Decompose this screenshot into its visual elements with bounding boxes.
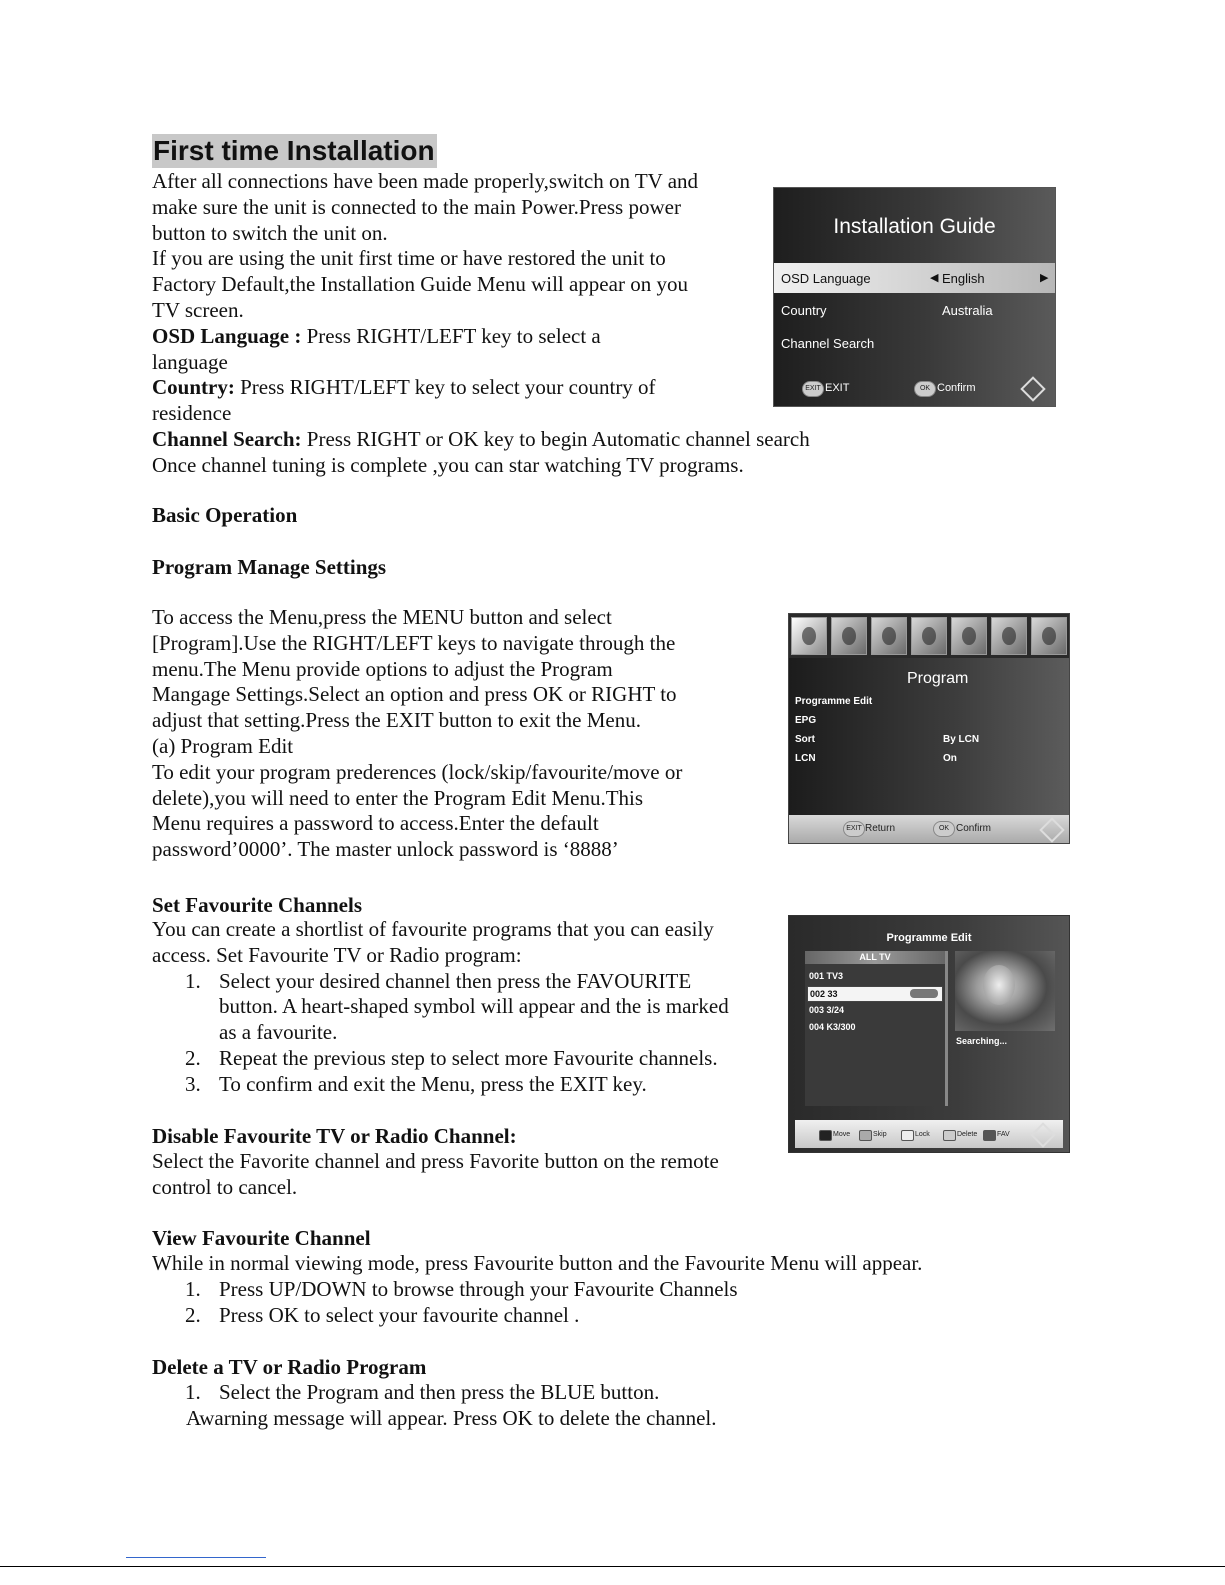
- installation-guide-screenshot: [773, 187, 1056, 407]
- country-text-cont: residence: [152, 401, 232, 426]
- delete-program-heading: Delete a TV or Radio Program: [152, 1355, 427, 1379]
- ok-key-icon: OK: [933, 821, 955, 837]
- confirm-label: Confirm: [956, 823, 992, 834]
- dpad-icon: [1027, 1119, 1057, 1149]
- option-icon: [951, 617, 987, 655]
- channel-search-text: Press RIGHT or OK key to begin Automatic channel search: [301, 426, 810, 451]
- disable-favourite-heading: Disable Favourite TV or Radio Channel:: [152, 1124, 517, 1148]
- dpad-icon: [1017, 373, 1047, 403]
- country-label: Country:: [152, 375, 235, 400]
- row-value: English: [942, 271, 985, 286]
- program-manage-heading: Program Manage Settings: [152, 555, 387, 579]
- channel-search-desc: [152, 427, 810, 453]
- step-number: 2.: [185, 1302, 201, 1327]
- text-line: Select the Favorite channel and press Favorite button on the remote: [152, 1149, 719, 1173]
- osd-language-row: [774, 263, 1055, 293]
- key-label: Lock: [915, 1131, 930, 1138]
- text-line: To edit your program prederences (lock/skip/favourite/move or: [152, 759, 683, 784]
- row-label: Country: [781, 303, 827, 318]
- return-label: Return: [865, 823, 896, 834]
- text-line: Menu requires a password to access.Enter the default: [152, 811, 599, 836]
- view-favourite-heading: View Favourite Channel: [152, 1226, 371, 1250]
- delete-program-text: [152, 1380, 717, 1432]
- dpad-icon: [1036, 814, 1066, 844]
- exit-label: EXIT: [825, 382, 850, 394]
- step-number: 1.: [185, 1380, 201, 1404]
- install-intro: [152, 169, 810, 479]
- preview-image: [955, 951, 1055, 1031]
- list-item: [152, 969, 729, 1046]
- step-text: Press OK to select your favourite channel .: [219, 1302, 580, 1327]
- country-text: Press RIGHT/LEFT key to select your country of: [234, 375, 656, 400]
- screen-footer: [774, 370, 1055, 406]
- intro-line: make sure the unit is connected to the main Power.Press power: [152, 194, 681, 219]
- disable-favourite-text: [152, 1149, 719, 1201]
- list-item: 004 K3/300: [809, 1022, 856, 1032]
- lcn-value: On: [943, 753, 957, 764]
- step-number: 2.: [185, 1045, 201, 1070]
- list-item: 003 3/24: [809, 1005, 845, 1015]
- program-icon: [791, 617, 827, 655]
- intro-line: button to switch the unit on.: [152, 220, 388, 245]
- channel-search-icon: [871, 617, 907, 655]
- warning-text: Awarning message will appear. Press OK to delete the channel.: [186, 1405, 717, 1430]
- text-line: To access the Menu,press the MENU button and select: [152, 605, 612, 629]
- screen-footer: [789, 815, 1069, 843]
- screen-title: Programme Edit: [886, 932, 972, 944]
- page-bottom-rule: [0, 1566, 1225, 1567]
- osd-language-text-cont: language: [152, 349, 228, 374]
- text-line: (a) Program Edit: [152, 733, 294, 758]
- step-text: Select the Program and then press the BLUE button.: [219, 1380, 660, 1404]
- key-label: FAV: [997, 1131, 1010, 1138]
- step-number: 1.: [185, 1276, 201, 1301]
- yellow-key-icon: [901, 1130, 914, 1141]
- list-item: [152, 1046, 729, 1072]
- list-item: 001 TV3: [809, 971, 844, 981]
- program-manage-text: [152, 605, 682, 863]
- step-number: 1.: [185, 968, 201, 993]
- screen-footer: [795, 1120, 1063, 1148]
- row-label: OSD Language: [781, 271, 871, 286]
- footnote-divider: [126, 1557, 266, 1558]
- blue-key-icon: [943, 1130, 956, 1141]
- text-line: menu.The Menu provide options to adjust the Program: [152, 656, 613, 681]
- key-label: Delete: [957, 1131, 978, 1138]
- list-item: [152, 1303, 922, 1329]
- view-favourite-text: [152, 1251, 922, 1328]
- text-line: control to cancel.: [152, 1174, 298, 1199]
- text-line: Mangage Settings.Select an option and press OK or RIGHT to: [152, 682, 677, 707]
- fav-key-icon: [983, 1130, 996, 1141]
- text-line: While in normal viewing mode, press Favourite button and the Favourite Menu will appear.: [152, 1251, 923, 1275]
- osd-language-desc: [152, 324, 810, 350]
- programme-edit-row: Programme Edit: [795, 696, 873, 707]
- ok-key-icon: OK: [914, 381, 936, 397]
- step-text: To confirm and exit the Menu, press the EXIT key.: [219, 1071, 647, 1096]
- osd-language-text: Press RIGHT/LEFT key to select a: [301, 323, 601, 348]
- channel-name: 002 33: [810, 989, 838, 999]
- list-header: ALL TV: [805, 951, 945, 964]
- exit-key-icon: EXIT: [843, 821, 865, 837]
- set-favourite-heading: Set Favourite Channels: [152, 893, 362, 917]
- page-title: First time Installation: [153, 135, 435, 166]
- text-line: delete),you will need to enter the Program Edit Menu.This: [152, 785, 644, 810]
- set-favourite-text: [152, 917, 729, 1098]
- arrow-right-icon: ▶: [1040, 272, 1049, 284]
- step-text: button. A heart-shaped symbol will appear and the is marked: [219, 994, 729, 1019]
- programme-edit-screenshot: [788, 915, 1070, 1153]
- basic-operation-heading: Basic Operation: [152, 503, 298, 527]
- key-label: Skip: [873, 1131, 887, 1138]
- list-item: [152, 1380, 717, 1406]
- text-line: [Program].Use the RIGHT/LEFT keys to navigate through the: [152, 630, 676, 655]
- favourite-steps: [152, 969, 729, 1098]
- text-line: access. Set Favourite TV or Radio program:: [152, 942, 522, 967]
- step-text: Repeat the previous step to select more Favourite channels.: [219, 1045, 718, 1070]
- text-line: You can create a shortlist of favourite programs that you can easily: [152, 917, 714, 941]
- usb-icon: [1031, 617, 1067, 655]
- time-icon: [911, 617, 947, 655]
- channel-search-row: [774, 328, 1055, 358]
- screen-title: Program: [907, 670, 969, 687]
- intro-line: If you are using the unit first time or have restored the unit to: [152, 246, 666, 271]
- country-desc: [152, 375, 810, 401]
- step-number: 3.: [185, 1071, 201, 1096]
- menu-icon-bar: [789, 614, 1069, 658]
- epg-row: EPG: [795, 715, 817, 726]
- intro-line: Factory Default,the Installation Guide Menu will appear on you: [152, 272, 688, 297]
- sort-value: By LCN: [943, 734, 980, 745]
- list-item: [152, 1072, 729, 1098]
- intro-line: TV screen.: [152, 297, 244, 322]
- red-key-icon: [819, 1130, 832, 1141]
- confirm-label: Confirm: [937, 382, 976, 394]
- step-text: Press UP/DOWN to browse through your Favourite Channels: [219, 1276, 738, 1301]
- channel-list: [805, 951, 948, 1106]
- sort-row: Sort: [795, 734, 815, 745]
- program-menu-screenshot: [788, 613, 1070, 844]
- green-key-icon: [859, 1130, 872, 1141]
- key-label: Move: [833, 1131, 851, 1138]
- exit-key-icon: EXIT: [802, 381, 824, 397]
- osd-language-label: OSD Language :: [152, 323, 302, 348]
- view-steps: [152, 1277, 922, 1329]
- step-text: as a favourite.: [219, 1020, 338, 1045]
- list-item: [152, 1277, 922, 1303]
- screen-title: Installation Guide: [833, 215, 996, 238]
- delete-steps: [152, 1380, 717, 1406]
- fav-lock-icon: [910, 989, 938, 998]
- status-text: Searching...: [956, 1036, 1008, 1046]
- intro-line: After all connections have been made properly,switch on TV and: [152, 169, 699, 193]
- picture-icon: [831, 617, 867, 655]
- channel-search-label: Channel Search:: [152, 426, 302, 451]
- country-row: [774, 295, 1055, 325]
- row-value: Australia: [942, 303, 993, 318]
- text-line: password’0000’. The master unlock password is ‘8888’: [152, 837, 619, 862]
- text-line: adjust that setting.Press the EXIT button to exit the Menu.: [152, 708, 641, 733]
- arrow-left-icon: ◀: [930, 272, 939, 284]
- install-closing: Once channel tuning is complete ,you can star watching TV programs.: [152, 452, 744, 477]
- row-label: Channel Search: [781, 336, 875, 351]
- lcn-row: LCN: [795, 753, 816, 764]
- system-icon: [991, 617, 1027, 655]
- step-text: Select your desired channel then press the FAVOURITE: [219, 968, 692, 993]
- list-item-selected: [807, 986, 943, 1002]
